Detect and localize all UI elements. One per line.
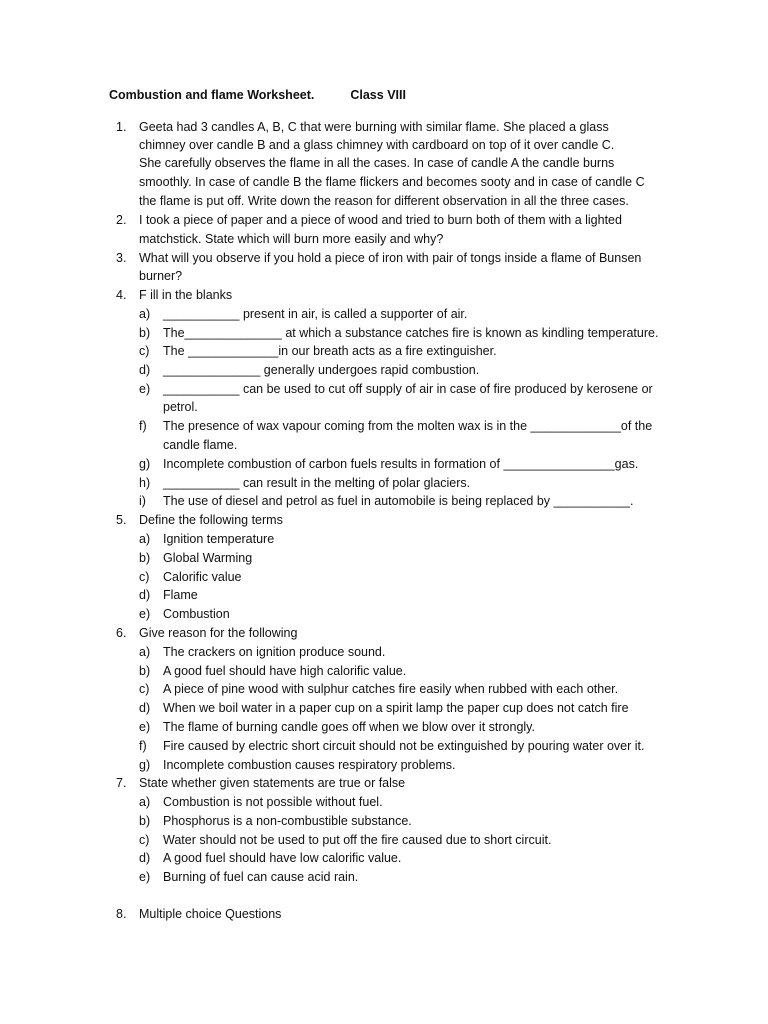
item-text: Combustion is not possible without fuel. <box>163 795 383 809</box>
question-text: matchstick. State which will burn more easily and why? <box>139 232 444 246</box>
item-text: Flame <box>163 588 198 602</box>
item-label: c) <box>139 682 150 696</box>
item-text: The presence of wax vapour coming from the molten wax is in the _____________of the <box>163 419 653 433</box>
item-label: g) <box>139 758 151 772</box>
question-number: 1. <box>116 120 127 134</box>
item-label: a) <box>139 307 151 321</box>
item-text: candle flame. <box>163 438 238 452</box>
item-text: petrol. <box>163 400 198 414</box>
item-label: c) <box>139 570 150 584</box>
item-text: A good fuel should have high calorific value. <box>163 664 407 678</box>
question-text: I took a piece of paper and a piece of wood and tried to burn both of them with a lighted <box>139 213 622 227</box>
item-text: ___________ present in air, is called a supporter of air. <box>163 307 468 321</box>
question-number: 6. <box>116 626 127 640</box>
item-text: The crackers on ignition produce sound. <box>163 645 386 659</box>
item-text: Ignition temperature <box>163 532 275 546</box>
item-label: c) <box>139 344 150 358</box>
item-text: Burning of fuel can cause acid rain. <box>163 870 359 884</box>
item-text: A piece of pine wood with sulphur catches fire easily when rubbed with each other. <box>163 682 619 696</box>
question-number: 3. <box>116 251 127 265</box>
class-label: Class VIII <box>350 88 406 102</box>
item-label: h) <box>139 476 151 490</box>
item-label: b) <box>139 551 151 565</box>
question-number: 7. <box>116 776 127 790</box>
question-text: Give reason for the following <box>139 626 298 640</box>
item-label: a) <box>139 645 151 659</box>
item-label: b) <box>139 664 151 678</box>
item-text: Global Warming <box>163 551 253 565</box>
question-text: burner? <box>139 269 183 283</box>
item-text: Water should not be used to put off the fire caused due to short circuit. <box>163 833 552 847</box>
item-label: b) <box>139 326 151 340</box>
question-text: F ill in the blanks <box>139 288 233 302</box>
item-label: d) <box>139 363 151 377</box>
item-label: a) <box>139 795 151 809</box>
item-label: f) <box>139 419 147 433</box>
item-text: The _____________in our breath acts as a fire extinguisher. <box>163 344 497 358</box>
worksheet-title <box>109 88 406 102</box>
question-number: 4. <box>116 288 127 302</box>
question-text: Geeta had 3 candles A, B, C that were burning with similar flame. She placed a glass <box>139 120 609 134</box>
item-label: d) <box>139 701 151 715</box>
item-label: g) <box>139 457 151 471</box>
item-text: A good fuel should have low calorific value. <box>163 851 402 865</box>
item-text: ___________ can result in the melting of polar glaciers. <box>163 476 471 490</box>
item-label: f) <box>139 739 147 753</box>
item-label: c) <box>139 833 150 847</box>
item-text: Incomplete combustion causes respiratory problems. <box>163 758 456 772</box>
question-number: 5. <box>116 513 127 527</box>
item-label: e) <box>139 382 151 396</box>
item-label: e) <box>139 720 151 734</box>
question-text: smoothly. In case of candle B the flame flickers and becomes sooty and in case of candle C <box>139 175 645 189</box>
question-text: the flame is put off. Write down the reason for different observation in all the three cases. <box>139 194 629 208</box>
question-text: She carefully observes the flame in all the cases. In case of candle A the candle burns <box>139 156 615 170</box>
item-text: Fire caused by electric short circuit should not be extinguished by pouring water over it. <box>163 739 645 753</box>
item-text: ______________ generally undergoes rapid combustion. <box>163 363 480 377</box>
item-label: e) <box>139 870 151 884</box>
item-text: The______________ at which a substance catches fire is known as kindling temperature. <box>163 326 659 340</box>
item-text: Incomplete combustion of carbon fuels results in formation of ________________gas. <box>163 457 639 471</box>
question-number: 8. <box>116 907 127 921</box>
item-label: d) <box>139 588 151 602</box>
item-text: Phosphorus is a non-combustible substance. <box>163 814 412 828</box>
item-label: b) <box>139 814 151 828</box>
question-text: What will you observe if you hold a piece of iron with pair of tongs inside a flame of Bunsen <box>139 251 642 265</box>
item-text: Calorific value <box>163 570 242 584</box>
item-text: When we boil water in a paper cup on a spirit lamp the paper cup does not catch fire <box>163 701 629 715</box>
item-label: d) <box>139 851 151 865</box>
item-label: e) <box>139 607 151 621</box>
item-text: The flame of burning candle goes off when we blow over it strongly. <box>163 720 535 734</box>
question-text: Multiple choice Questions <box>139 907 282 921</box>
title-text: Combustion and flame Worksheet. <box>109 88 315 102</box>
question-number: 2. <box>116 213 127 227</box>
item-label: i) <box>139 494 146 508</box>
item-text: ___________ can be used to cut off supply of air in case of fire produced by kerosene or <box>163 382 653 396</box>
question-text: chimney over candle B and a glass chimney with cardboard on top of it over candle C. <box>139 138 615 152</box>
item-label: a) <box>139 532 151 546</box>
question-text: State whether given statements are true or false <box>139 776 406 790</box>
item-text: The use of diesel and petrol as fuel in automobile is being replaced by ___________. <box>163 494 634 508</box>
question-text: Define the following terms <box>139 513 283 527</box>
item-text: Combustion <box>163 607 230 621</box>
